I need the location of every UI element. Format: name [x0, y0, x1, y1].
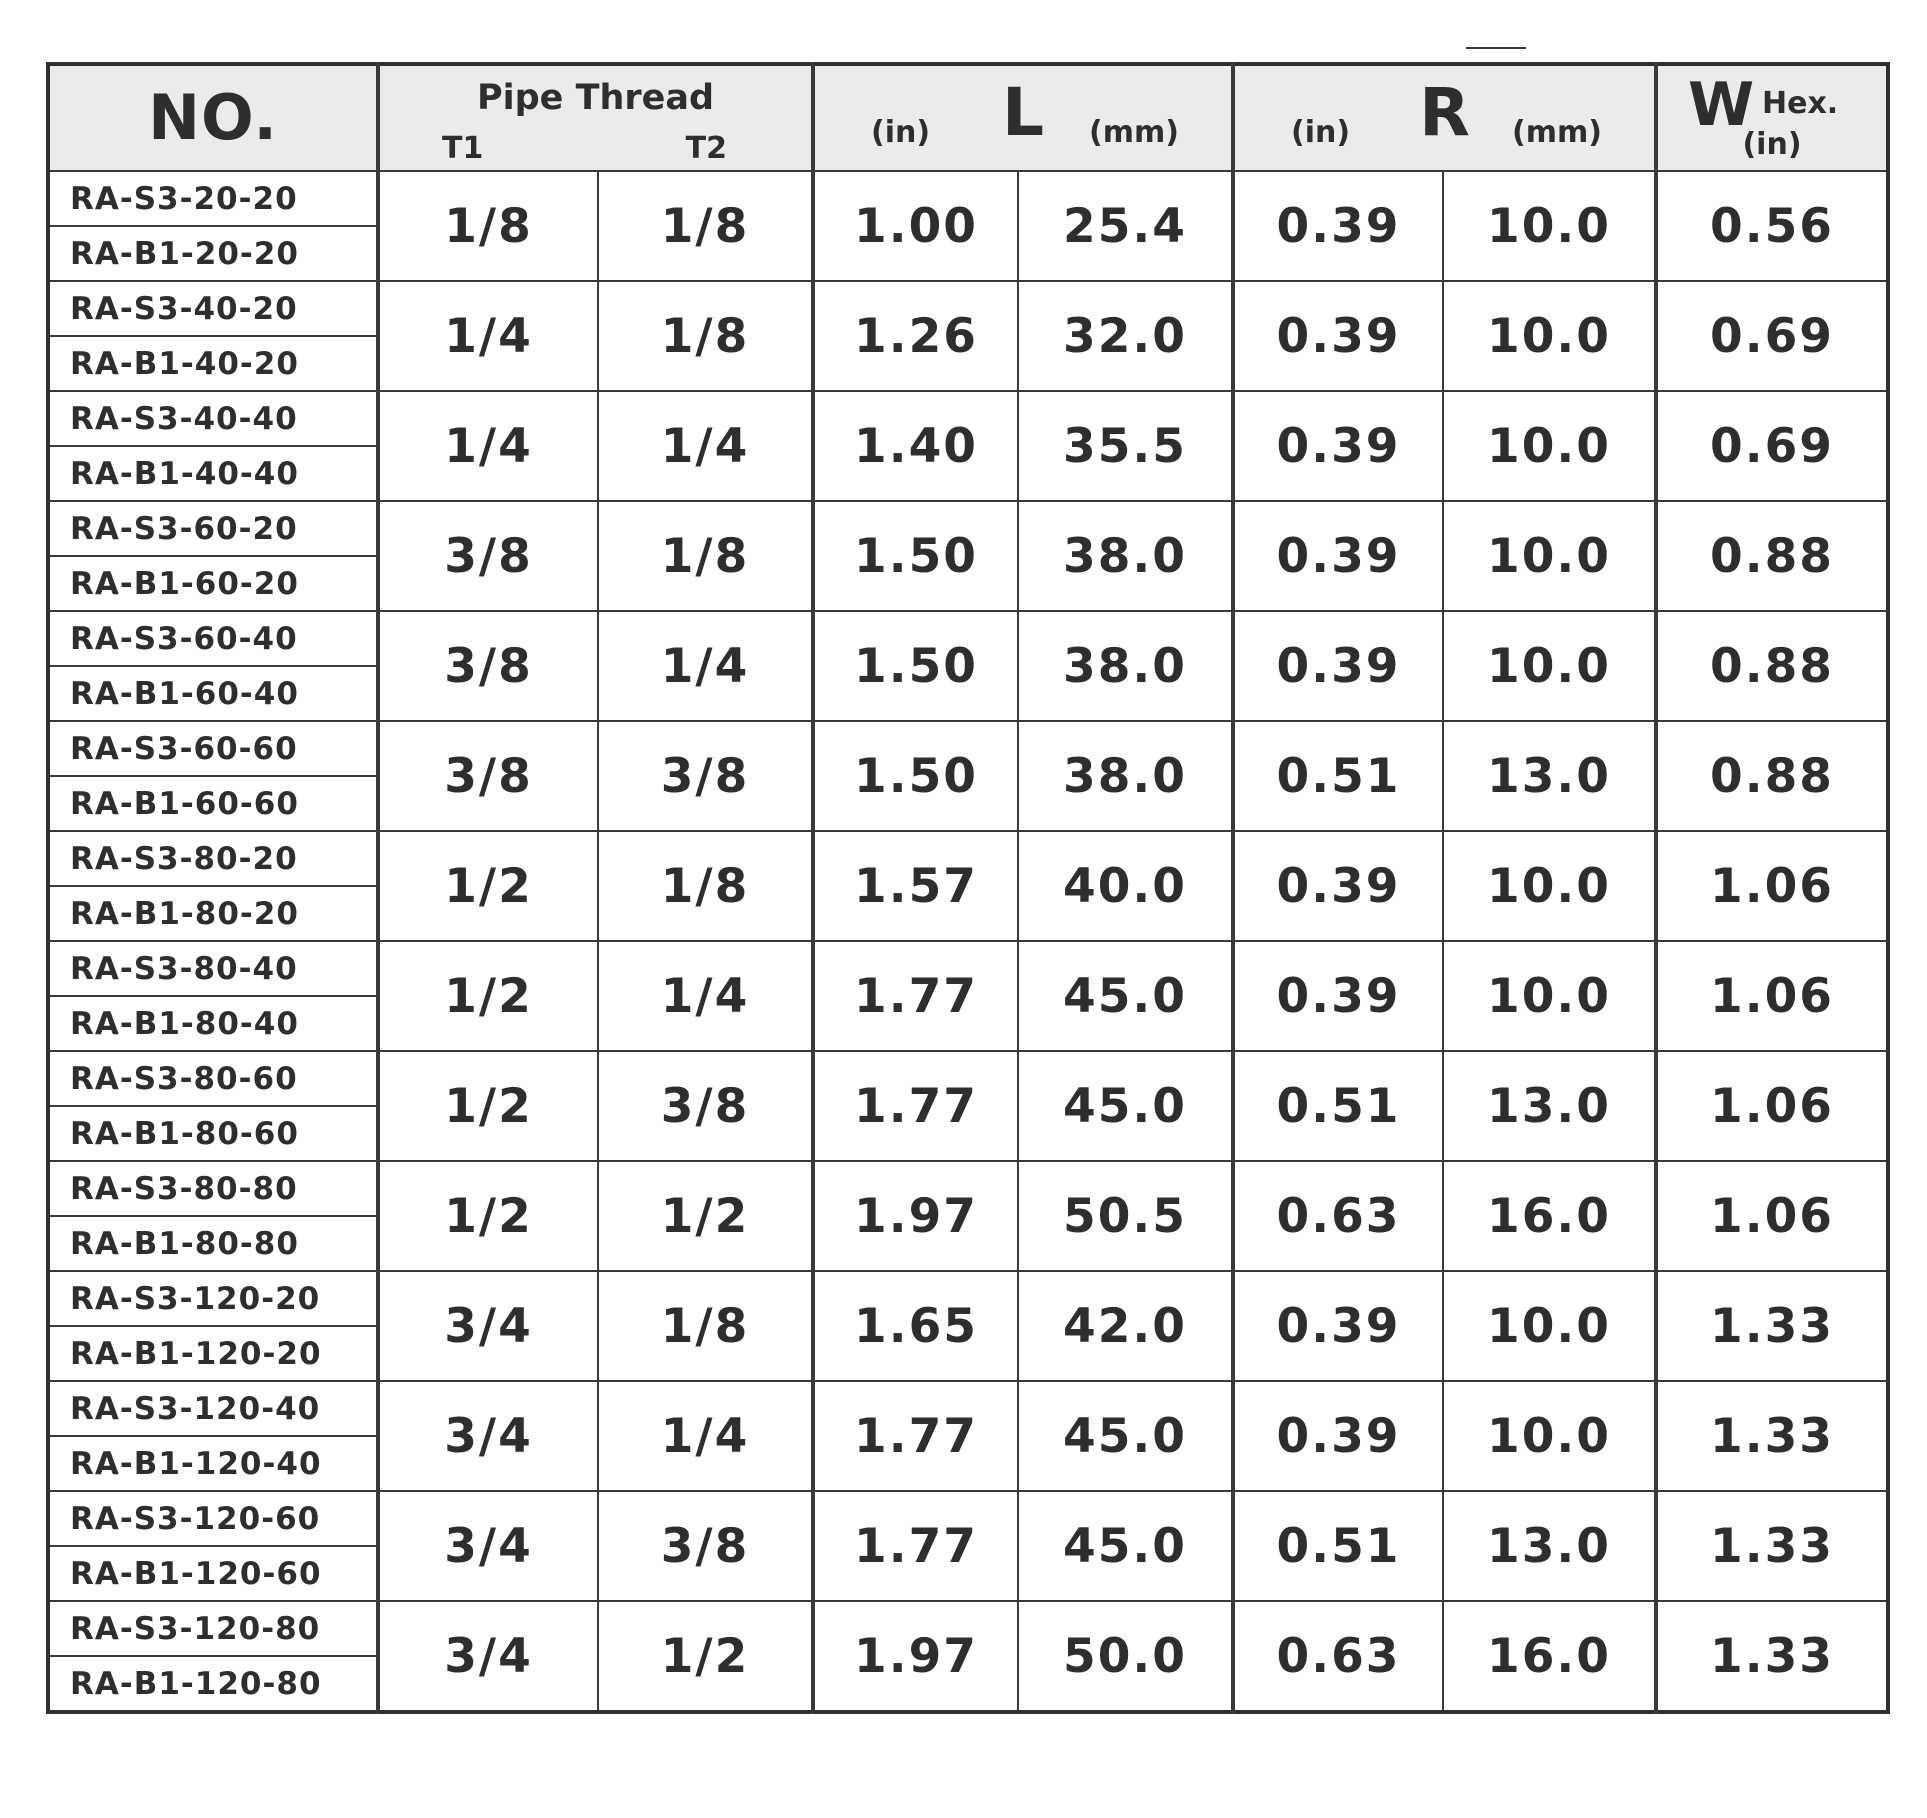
part-number-s3: RA-S3-40-40	[48, 391, 378, 446]
w-hex-cell: 0.88	[1656, 721, 1888, 831]
part-number-b1: RA-B1-120-20	[48, 1326, 378, 1381]
l-unit-mm: (mm)	[1089, 115, 1179, 150]
l-in-cell: 1.50	[813, 721, 1018, 831]
w-hex-cell: 0.69	[1656, 391, 1888, 501]
part-number-b1: RA-B1-60-60	[48, 776, 378, 831]
r-mm-cell: 10.0	[1443, 1381, 1656, 1491]
part-number-s3: RA-S3-120-20	[48, 1271, 378, 1326]
l-mm-cell: 40.0	[1018, 831, 1233, 941]
part-number-b1: RA-B1-60-20	[48, 556, 378, 611]
l-mm-cell: 38.0	[1018, 721, 1233, 831]
no-title: NO.	[148, 81, 278, 154]
thread-t1-cell: 3/4	[378, 1491, 598, 1601]
thread-t1-cell: 3/8	[378, 721, 598, 831]
l-in-cell: 1.77	[813, 941, 1018, 1051]
part-number-b1: RA-B1-80-80	[48, 1216, 378, 1271]
part-number-s3: RA-S3-60-40	[48, 611, 378, 666]
l-mm-cell: 32.0	[1018, 281, 1233, 391]
header-pipe-thread	[378, 64, 813, 171]
part-number-b1: RA-B1-120-60	[48, 1546, 378, 1601]
thread-t1-cell: 1/2	[378, 1051, 598, 1161]
r-in-cell: 0.39	[1233, 611, 1443, 721]
thread-t2-cell: 3/8	[598, 1491, 813, 1601]
thread-t2-cell: 1/8	[598, 171, 813, 281]
r-in-cell: 0.39	[1233, 831, 1443, 941]
w-hex-cell: 0.69	[1656, 281, 1888, 391]
thread-t1-cell: 1/2	[378, 941, 598, 1051]
thread-t1-cell: 3/8	[378, 611, 598, 721]
header-l	[813, 64, 1233, 171]
part-number-b1: RA-B1-60-40	[48, 666, 378, 721]
r-in-cell: 0.39	[1233, 501, 1443, 611]
w-symbol: W	[1688, 70, 1755, 140]
part-number-s3: RA-S3-80-60	[48, 1051, 378, 1106]
r-unit-mm: (mm)	[1512, 115, 1602, 150]
part-number-b1: RA-B1-80-40	[48, 996, 378, 1051]
r-mm-cell: 10.0	[1443, 1271, 1656, 1381]
l-in-cell: 1.57	[813, 831, 1018, 941]
r-mm-cell: 13.0	[1443, 1051, 1656, 1161]
part-number-s3: RA-S3-60-20	[48, 501, 378, 556]
part-number-b1: RA-B1-40-20	[48, 336, 378, 391]
l-in-cell: 1.77	[813, 1051, 1018, 1161]
part-number-b1: RA-B1-20-20	[48, 226, 378, 281]
thread-t2-cell: 1/4	[598, 391, 813, 501]
w-hex-cell: 1.06	[1656, 831, 1888, 941]
w-hex-cell: 1.06	[1656, 941, 1888, 1051]
r-in-cell: 0.63	[1233, 1161, 1443, 1271]
thread-t1-cell: 3/8	[378, 501, 598, 611]
r-mm-cell: 13.0	[1443, 1491, 1656, 1601]
l-in-cell: 1.50	[813, 611, 1018, 721]
w-hex-cell: 1.33	[1656, 1271, 1888, 1381]
r-mm-cell: 10.0	[1443, 501, 1656, 611]
r-mm-cell: 10.0	[1443, 941, 1656, 1051]
table-row	[48, 391, 1888, 446]
part-number-b1: RA-B1-120-80	[48, 1656, 378, 1712]
part-number-b1: RA-B1-80-60	[48, 1106, 378, 1161]
part-number-s3: RA-S3-20-20	[48, 171, 378, 226]
part-number-s3: RA-S3-80-40	[48, 941, 378, 996]
r-in-cell: 0.39	[1233, 281, 1443, 391]
stray-mark	[1466, 47, 1526, 49]
l-in-cell: 1.77	[813, 1491, 1018, 1601]
part-number-s3: RA-S3-120-40	[48, 1381, 378, 1436]
r-mm-cell: 16.0	[1443, 1601, 1656, 1712]
r-symbol: R	[1419, 74, 1470, 151]
table-row	[48, 831, 1888, 886]
l-mm-cell: 38.0	[1018, 611, 1233, 721]
r-mm-cell: 10.0	[1443, 281, 1656, 391]
l-mm-cell: 42.0	[1018, 1271, 1233, 1381]
header-no	[48, 64, 378, 171]
l-mm-cell: 35.5	[1018, 391, 1233, 501]
table-row	[48, 1381, 1888, 1436]
part-number-b1: RA-B1-80-20	[48, 886, 378, 941]
thread-t1-cell: 3/4	[378, 1271, 598, 1381]
part-number-s3: RA-S3-80-80	[48, 1161, 378, 1216]
r-in-cell: 0.39	[1233, 171, 1443, 281]
part-number-s3: RA-S3-60-60	[48, 721, 378, 776]
thread-t2-cell: 1/2	[598, 1161, 813, 1271]
thread-t1-cell: 1/2	[378, 831, 598, 941]
l-in-cell: 1.00	[813, 171, 1018, 281]
l-mm-cell: 45.0	[1018, 1491, 1233, 1601]
thread-t2-cell: 1/8	[598, 281, 813, 391]
w-hex-cell: 1.33	[1656, 1491, 1888, 1601]
thread-t1-cell: 3/4	[378, 1601, 598, 1712]
w-hex-cell: 0.88	[1656, 611, 1888, 721]
table-row	[48, 281, 1888, 336]
l-in-cell: 1.97	[813, 1161, 1018, 1271]
w-hex-cell: 1.06	[1656, 1051, 1888, 1161]
table-row	[48, 501, 1888, 556]
thread-t2-cell: 1/8	[598, 501, 813, 611]
spec-table	[46, 62, 1890, 1714]
l-mm-cell: 45.0	[1018, 1381, 1233, 1491]
r-in-cell: 0.51	[1233, 1491, 1443, 1601]
l-in-cell: 1.77	[813, 1381, 1018, 1491]
part-number-s3: RA-S3-120-80	[48, 1601, 378, 1656]
thread-t2-cell: 1/2	[598, 1601, 813, 1712]
part-number-s3: RA-S3-40-20	[48, 281, 378, 336]
r-in-cell: 0.39	[1233, 391, 1443, 501]
t1-label: T1	[442, 131, 484, 166]
table-row	[48, 941, 1888, 996]
l-mm-cell: 45.0	[1018, 1051, 1233, 1161]
w-hex-cell: 0.88	[1656, 501, 1888, 611]
header-row	[48, 64, 1888, 171]
r-mm-cell: 13.0	[1443, 721, 1656, 831]
part-number-b1: RA-B1-120-40	[48, 1436, 378, 1491]
thread-t1-cell: 1/4	[378, 281, 598, 391]
w-hex-cell: 0.56	[1656, 171, 1888, 281]
w-hex-cell: 1.33	[1656, 1381, 1888, 1491]
table-row	[48, 721, 1888, 776]
r-unit-in: (in)	[1291, 115, 1351, 150]
r-in-cell: 0.39	[1233, 1381, 1443, 1491]
l-unit-in: (in)	[871, 115, 931, 150]
part-number-s3: RA-S3-80-20	[48, 831, 378, 886]
r-in-cell: 0.51	[1233, 721, 1443, 831]
table-row	[48, 1601, 1888, 1656]
r-mm-cell: 16.0	[1443, 1161, 1656, 1271]
w-hex-cell: 1.33	[1656, 1601, 1888, 1712]
header-w	[1656, 64, 1888, 171]
r-mm-cell: 10.0	[1443, 391, 1656, 501]
l-mm-cell: 50.5	[1018, 1161, 1233, 1271]
thread-t1-cell: 1/8	[378, 171, 598, 281]
l-symbol: L	[1001, 74, 1045, 151]
table-row	[48, 611, 1888, 666]
l-mm-cell: 45.0	[1018, 941, 1233, 1051]
part-number-b1: RA-B1-40-40	[48, 446, 378, 501]
thread-t1-cell: 1/4	[378, 391, 598, 501]
thread-t1-cell: 3/4	[378, 1381, 598, 1491]
table-row	[48, 1161, 1888, 1216]
thread-t2-cell: 3/8	[598, 721, 813, 831]
thread-t2-cell: 3/8	[598, 1051, 813, 1161]
l-mm-cell: 50.0	[1018, 1601, 1233, 1712]
thread-t2-cell: 1/4	[598, 611, 813, 721]
l-mm-cell: 38.0	[1018, 501, 1233, 611]
r-in-cell: 0.39	[1233, 941, 1443, 1051]
w-unit-in: (in)	[1742, 127, 1802, 162]
thread-t2-cell: 1/8	[598, 831, 813, 941]
thread-t2-cell: 1/4	[598, 941, 813, 1051]
r-in-cell: 0.51	[1233, 1051, 1443, 1161]
part-number-s3: RA-S3-120-60	[48, 1491, 378, 1546]
table-row	[48, 1051, 1888, 1106]
l-mm-cell: 25.4	[1018, 171, 1233, 281]
l-in-cell: 1.40	[813, 391, 1018, 501]
l-in-cell: 1.97	[813, 1601, 1018, 1712]
r-mm-cell: 10.0	[1443, 611, 1656, 721]
table-row	[48, 171, 1888, 226]
l-in-cell: 1.50	[813, 501, 1018, 611]
w-hex-cell: 1.06	[1656, 1161, 1888, 1271]
r-mm-cell: 10.0	[1443, 831, 1656, 941]
thread-t2-cell: 1/8	[598, 1271, 813, 1381]
w-hex-label: Hex.	[1762, 86, 1839, 121]
table-row	[48, 1491, 1888, 1546]
table-row	[48, 1271, 1888, 1326]
thread-t1-cell: 1/2	[378, 1161, 598, 1271]
r-mm-cell: 10.0	[1443, 171, 1656, 281]
thread-t2-cell: 1/4	[598, 1381, 813, 1491]
t2-label: T2	[685, 131, 727, 166]
l-in-cell: 1.65	[813, 1271, 1018, 1381]
r-in-cell: 0.39	[1233, 1271, 1443, 1381]
r-in-cell: 0.63	[1233, 1601, 1443, 1712]
header-r	[1233, 64, 1656, 171]
pipe-thread-title: Pipe Thread	[476, 78, 715, 118]
l-in-cell: 1.26	[813, 281, 1018, 391]
